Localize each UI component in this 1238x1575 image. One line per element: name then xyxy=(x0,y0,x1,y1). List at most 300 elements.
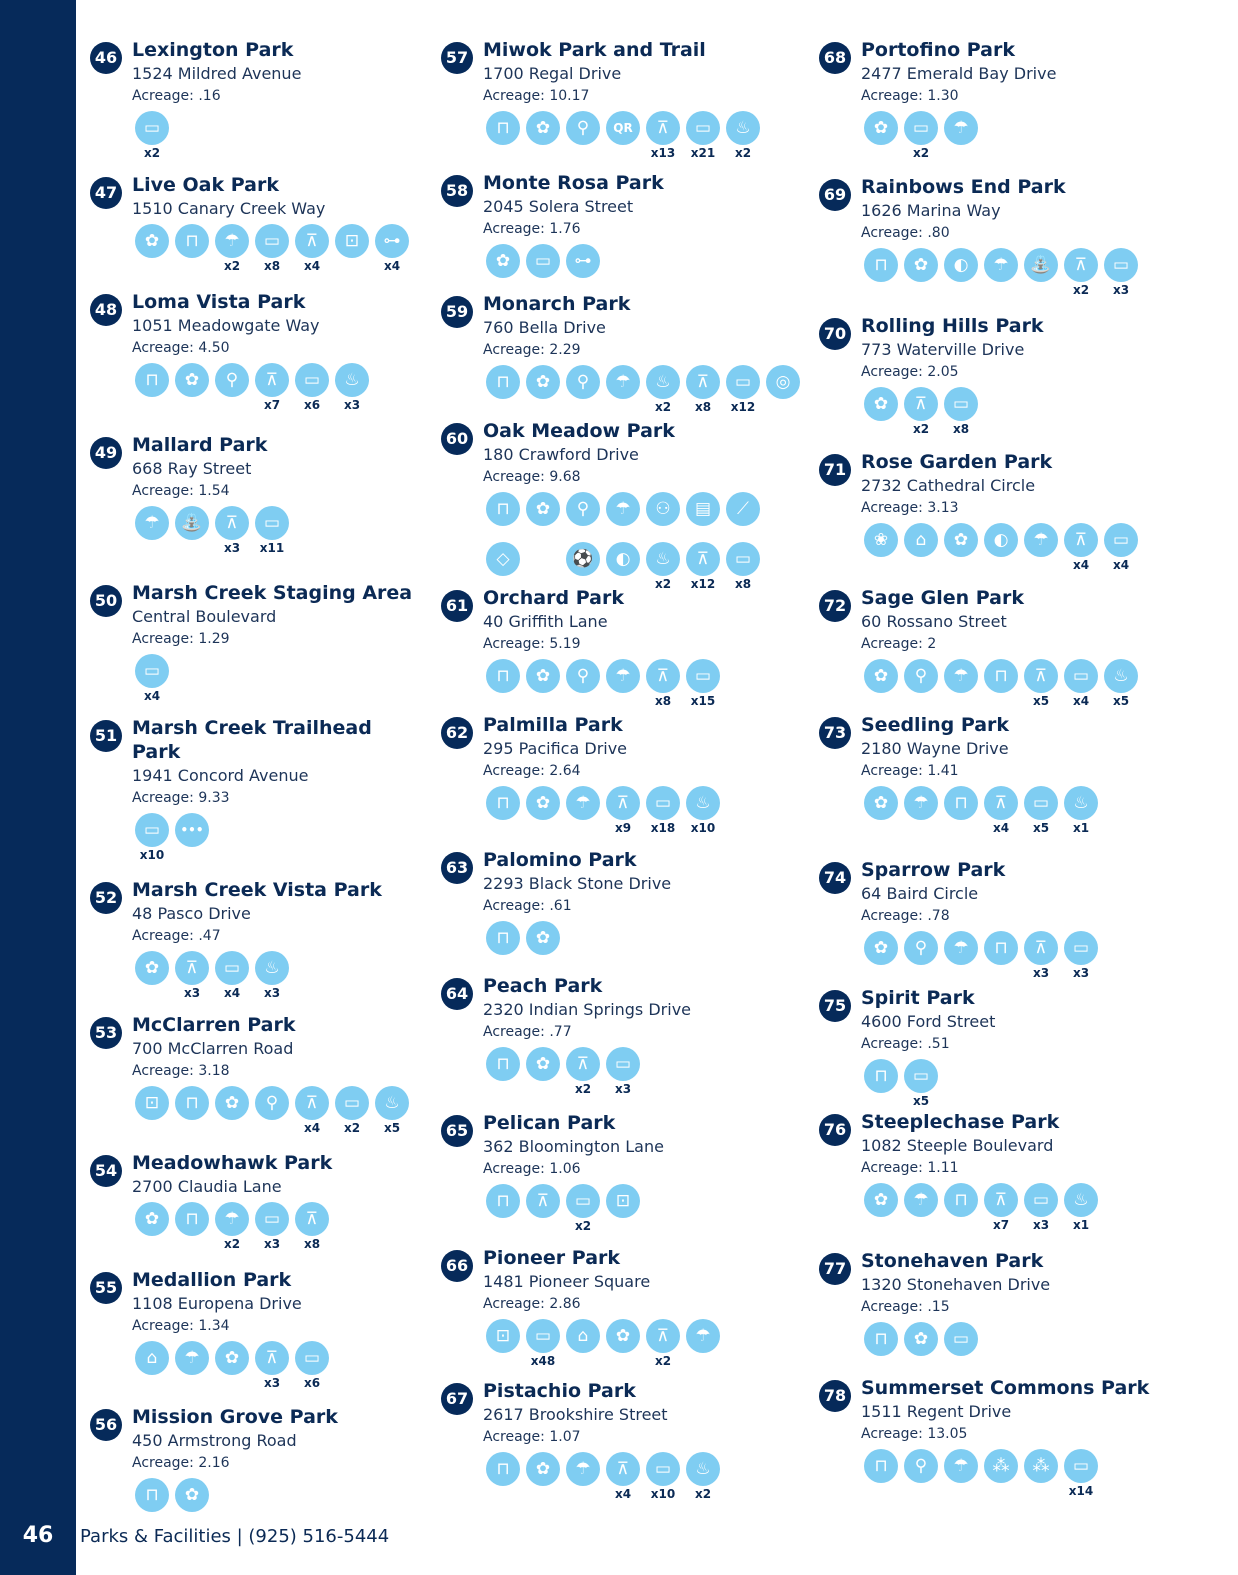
bbq-icon: ♨ xyxy=(1064,786,1098,820)
bicycle-icon: ⚲ xyxy=(566,365,600,399)
amenity xyxy=(523,542,563,592)
grapes-icon: ⁂ xyxy=(984,1449,1018,1483)
amenity xyxy=(723,542,763,592)
amenity xyxy=(941,387,981,437)
park-acreage: Acreage: .16 xyxy=(132,88,221,104)
park-info xyxy=(132,878,452,1001)
park-acreage: Acreage: .80 xyxy=(861,225,950,241)
park-name: Live Oak Park xyxy=(132,174,279,196)
park-info xyxy=(861,175,1181,298)
amenity xyxy=(603,1184,643,1234)
umbrella-icon: ☂ xyxy=(215,224,249,258)
amenity xyxy=(643,786,683,836)
amenity xyxy=(212,506,252,556)
amenity xyxy=(1021,786,1061,836)
park-info xyxy=(132,1013,452,1136)
bench-icon: ▭ xyxy=(944,387,978,421)
bbq-icon: ♨ xyxy=(1104,659,1138,693)
amenity-icons xyxy=(483,111,803,161)
park-address: 1481 Pioneer Square xyxy=(483,1272,651,1291)
park-info xyxy=(861,450,1181,573)
amenity xyxy=(981,523,1021,573)
bench-icon: ▭ xyxy=(904,111,938,145)
park-number-badge: 62 xyxy=(441,717,473,749)
amenity-icons xyxy=(132,111,452,161)
park-info xyxy=(483,713,803,836)
amenity-count: x8 xyxy=(263,259,281,273)
amenity xyxy=(763,365,803,415)
amenity xyxy=(1061,1449,1101,1499)
park-name: Sage Glen Park xyxy=(861,587,1024,609)
park-acreage: Acreage: 9.68 xyxy=(483,469,581,485)
amenity xyxy=(861,931,901,981)
grass-icon: ✿ xyxy=(135,224,169,258)
playground-icon: ⊓ xyxy=(486,1184,520,1218)
amenity xyxy=(603,1047,643,1097)
picnic-icon: ⊼ xyxy=(255,363,289,397)
park-acreage: Acreage: 1.06 xyxy=(483,1161,581,1177)
grass-icon: ✿ xyxy=(526,1047,560,1081)
park-info xyxy=(861,1249,1181,1372)
amenity xyxy=(861,1449,901,1499)
amenity xyxy=(1061,523,1101,573)
bbq-icon: ♨ xyxy=(686,1452,720,1486)
amenity-count: x8 xyxy=(303,1237,321,1251)
bbq-icon: ♨ xyxy=(646,542,680,576)
park-acreage: Acreage: .77 xyxy=(483,1024,572,1040)
amenity xyxy=(483,542,523,592)
amenity xyxy=(1021,931,1061,981)
bbq-icon: ♨ xyxy=(686,786,720,820)
park-name: Monte Rosa Park xyxy=(483,172,664,194)
park-number-badge: 55 xyxy=(90,1272,122,1304)
bicycle-icon: ⚲ xyxy=(255,1086,289,1120)
park-info xyxy=(861,986,1181,1109)
grass-icon: ✿ xyxy=(864,387,898,421)
playground-icon: ⊓ xyxy=(135,1478,169,1512)
park-name: Pioneer Park xyxy=(483,1247,621,1269)
amenity-count: x3 xyxy=(223,541,241,555)
park-acreage: Acreage: 1.11 xyxy=(861,1160,959,1176)
amenity xyxy=(212,1086,252,1136)
amenity-count: x3 xyxy=(263,1376,281,1390)
amenity xyxy=(172,1478,212,1528)
amenity xyxy=(723,492,763,542)
amenity xyxy=(643,1319,683,1369)
umbrella-icon: ☂ xyxy=(944,1449,978,1483)
park-address: 1700 Regal Drive xyxy=(483,64,622,83)
park-address: 64 Baird Circle xyxy=(861,884,979,903)
bicycle-icon: ⚲ xyxy=(566,111,600,145)
amenity xyxy=(941,931,981,981)
fountain-icon: ⛲ xyxy=(175,506,209,540)
umbrella-icon: ☂ xyxy=(944,659,978,693)
umbrella-icon: ☂ xyxy=(944,931,978,965)
park-number-badge: 60 xyxy=(441,423,473,455)
grass-icon: ✿ xyxy=(175,1478,209,1512)
park-name: Marsh Creek Staging Area xyxy=(132,582,413,604)
amenity xyxy=(563,1047,603,1097)
amenity xyxy=(523,659,563,709)
amenity-count: x1 xyxy=(1072,1218,1090,1232)
amenity-count: x7 xyxy=(263,398,281,412)
park-number-badge: 53 xyxy=(90,1017,122,1049)
amenity xyxy=(523,244,563,294)
amenity xyxy=(523,492,563,542)
park-name: Marsh Creek Vista Park xyxy=(132,879,382,901)
park-info xyxy=(483,586,803,709)
amenity xyxy=(132,111,172,161)
park-name: Lexington Park xyxy=(132,39,294,61)
park-number-badge: 51 xyxy=(90,720,122,752)
bench-icon: ▭ xyxy=(726,542,760,576)
amenity-count: x2 xyxy=(1072,283,1090,297)
park-address: 2320 Indian Springs Drive xyxy=(483,1000,692,1019)
amenity xyxy=(483,659,523,709)
basketball-icon: ⊡ xyxy=(606,1184,640,1218)
amenity xyxy=(483,786,523,836)
park-info xyxy=(861,858,1181,981)
amenity-count: x4 xyxy=(303,259,321,273)
park-number-badge: 59 xyxy=(441,296,473,328)
amenity xyxy=(861,659,901,709)
grapes-icon: ⁂ xyxy=(1024,1449,1058,1483)
picnic-icon: ⊼ xyxy=(526,1184,560,1218)
umbrella-icon: ☂ xyxy=(566,1452,600,1486)
grass-icon: ✿ xyxy=(526,365,560,399)
pavilion-icon: ⌂ xyxy=(904,523,938,557)
park-acreage: Acreage: 2.16 xyxy=(132,1455,230,1471)
picnic-icon: ⊼ xyxy=(255,1341,289,1375)
palette-icon: ◐ xyxy=(944,248,978,282)
park-address: 1524 Mildred Avenue xyxy=(132,64,302,83)
amenity xyxy=(172,224,212,274)
bench-icon: ▭ xyxy=(135,813,169,847)
park-acreage: Acreage: 2 xyxy=(861,636,937,652)
grass-icon: ✿ xyxy=(486,244,520,278)
grass-icon: ✿ xyxy=(864,931,898,965)
park-address: 760 Bella Drive xyxy=(483,318,606,337)
amenity-count: x6 xyxy=(303,398,321,412)
amenity xyxy=(901,387,941,437)
exercise-icon: ⊶ xyxy=(375,224,409,258)
amenity xyxy=(683,1452,723,1502)
park-number-badge: 54 xyxy=(90,1155,122,1187)
playground-icon: ⊓ xyxy=(984,659,1018,693)
pavilion-icon: ⌂ xyxy=(135,1341,169,1375)
grass-icon: ✿ xyxy=(526,786,560,820)
amenity xyxy=(372,224,412,274)
park-name: Peach Park xyxy=(483,975,603,997)
park-number-badge: 69 xyxy=(819,179,851,211)
amenity-count: x2 xyxy=(734,146,752,160)
park-number-badge: 70 xyxy=(819,318,851,350)
amenity xyxy=(643,659,683,709)
grass-icon: ✿ xyxy=(526,492,560,526)
amenity xyxy=(523,365,563,415)
bench-icon: ▭ xyxy=(295,1341,329,1375)
park-info xyxy=(132,581,452,704)
amenity xyxy=(563,1452,603,1502)
amenity-icons xyxy=(483,659,803,709)
amenity-count: x3 xyxy=(1112,283,1130,297)
amenity xyxy=(132,363,172,413)
amenity xyxy=(603,659,643,709)
amenity xyxy=(523,1184,563,1234)
park-name: Meadowhawk Park xyxy=(132,1152,333,1174)
amenity xyxy=(252,1341,292,1391)
amenity-count: x4 xyxy=(223,986,241,1000)
amenity xyxy=(1061,1183,1101,1233)
playground-icon: ⊓ xyxy=(864,1449,898,1483)
bat-icon: ⟋ xyxy=(726,492,760,526)
playground-icon: ⊓ xyxy=(486,921,520,955)
park-name-continued: Park xyxy=(132,741,181,763)
playground-icon: ⊓ xyxy=(864,1059,898,1093)
amenity xyxy=(563,659,603,709)
bench-icon: ▭ xyxy=(1064,931,1098,965)
amenity xyxy=(372,1086,412,1136)
amenity xyxy=(981,1183,1021,1233)
grass-icon: ✿ xyxy=(864,786,898,820)
park-info xyxy=(861,314,1181,437)
park-name: Palomino Park xyxy=(483,849,637,871)
picnic-icon: ⊼ xyxy=(1064,523,1098,557)
exercise-icon: ⊶ xyxy=(566,244,600,278)
amenity xyxy=(683,1319,723,1369)
amenity-icons xyxy=(861,659,1181,709)
picnic-icon: ⊼ xyxy=(686,542,720,576)
amenity xyxy=(292,363,332,413)
amenity-count: x3 xyxy=(1032,1218,1050,1232)
park-number-badge: 67 xyxy=(441,1383,473,1415)
empty-slot xyxy=(526,542,560,576)
amenity xyxy=(132,813,172,863)
amenity xyxy=(483,1047,523,1097)
park-name: Medallion Park xyxy=(132,1269,292,1291)
amenity xyxy=(132,654,172,704)
clipboard-icon: ▤ xyxy=(686,492,720,526)
amenity xyxy=(252,1086,292,1136)
amenity xyxy=(172,1202,212,1252)
park-address: 2180 Wayne Drive xyxy=(861,739,1009,758)
amenity-count: x12 xyxy=(730,400,756,414)
amenity-count: x4 xyxy=(1072,558,1090,572)
amenity xyxy=(563,786,603,836)
amenity-count: x9 xyxy=(614,821,632,835)
park-name: Rolling Hills Park xyxy=(861,315,1044,337)
amenity xyxy=(563,492,603,542)
amenity xyxy=(723,111,763,161)
park-acreage: Acreage: 13.05 xyxy=(861,1426,968,1442)
ball-icon: ◎ xyxy=(766,365,800,399)
amenity-icons xyxy=(132,1202,452,1252)
park-address: 450 Armstrong Road xyxy=(132,1431,297,1450)
amenity xyxy=(332,363,372,413)
amenity xyxy=(941,1322,981,1372)
umbrella-icon: ☂ xyxy=(606,659,640,693)
rose-icon: ❀ xyxy=(864,523,898,557)
bench-icon: ▭ xyxy=(135,654,169,688)
park-number-badge: 72 xyxy=(819,590,851,622)
park-address: 2045 Solera Street xyxy=(483,197,634,216)
amenity xyxy=(212,1202,252,1252)
picnic-icon: ⊼ xyxy=(1024,931,1058,965)
amenity xyxy=(861,111,901,161)
amenity xyxy=(981,1449,1021,1499)
amenity xyxy=(483,921,523,971)
amenity xyxy=(643,542,683,592)
amenity-count: x2 xyxy=(343,1121,361,1135)
amenity xyxy=(901,1059,941,1109)
amenity-count: x4 xyxy=(143,689,161,703)
park-name: Mission Grove Park xyxy=(132,1406,338,1428)
amenity-count: x5 xyxy=(1112,694,1130,708)
bench-icon: ▭ xyxy=(686,659,720,693)
amenity xyxy=(643,492,683,542)
amenity xyxy=(901,523,941,573)
umbrella-icon: ☂ xyxy=(904,1183,938,1217)
amenity-count: x2 xyxy=(223,259,241,273)
amenity xyxy=(603,492,643,542)
park-info xyxy=(483,171,803,294)
amenity xyxy=(941,111,981,161)
amenity-count: x10 xyxy=(139,848,165,862)
bench-icon: ▭ xyxy=(606,1047,640,1081)
park-address: 1941 Concord Avenue xyxy=(132,766,309,785)
grass-icon: ✿ xyxy=(526,111,560,145)
park-name: Loma Vista Park xyxy=(132,291,306,313)
playground-icon: ⊓ xyxy=(486,111,520,145)
amenity xyxy=(1021,659,1061,709)
amenity-count: x7 xyxy=(992,1218,1010,1232)
amenity xyxy=(603,1452,643,1502)
amenity xyxy=(563,365,603,415)
palette-icon: ◐ xyxy=(984,523,1018,557)
amenity xyxy=(643,1452,683,1502)
playground-icon: ⊓ xyxy=(864,248,898,282)
bench-icon: ▭ xyxy=(335,1086,369,1120)
park-number-badge: 73 xyxy=(819,717,851,749)
park-info xyxy=(483,1111,803,1234)
park-name: Sparrow Park xyxy=(861,859,1006,881)
amenity xyxy=(483,365,523,415)
amenity xyxy=(523,1452,563,1502)
playground-icon: ⊓ xyxy=(486,365,520,399)
bench-icon: ▭ xyxy=(135,111,169,145)
soccer-icon: ⚽ xyxy=(566,542,600,576)
park-address: 2700 Claudia Lane xyxy=(132,1177,282,1196)
park-acreage: Acreage: 1.29 xyxy=(132,631,230,647)
park-name: Seedling Park xyxy=(861,714,1010,736)
playground-icon: ⊓ xyxy=(486,1452,520,1486)
park-acreage: Acreage: 9.33 xyxy=(132,790,230,806)
park-acreage: Acreage: 3.18 xyxy=(132,1063,230,1079)
park-acreage: Acreage: 2.86 xyxy=(483,1296,581,1312)
amenity-icons xyxy=(483,1184,803,1234)
amenity xyxy=(172,506,212,556)
amenity-count: x15 xyxy=(690,694,716,708)
amenity-icons xyxy=(132,506,452,556)
amenity xyxy=(252,1202,292,1252)
amenity-icons xyxy=(861,111,1181,161)
park-number-badge: 46 xyxy=(90,42,122,74)
amenity-icons xyxy=(483,1319,803,1369)
bench-icon: ▭ xyxy=(726,365,760,399)
amenity xyxy=(132,1086,172,1136)
amenity-icons xyxy=(483,1047,803,1097)
amenity xyxy=(901,248,941,298)
bbq-icon: ♨ xyxy=(335,363,369,397)
park-address: 2617 Brookshire Street xyxy=(483,1405,668,1424)
amenity xyxy=(1061,931,1101,981)
basketball-icon: ⊡ xyxy=(486,1319,520,1353)
umbrella-icon: ☂ xyxy=(944,111,978,145)
picnic-icon: ⊼ xyxy=(295,224,329,258)
amenity xyxy=(941,659,981,709)
park-info xyxy=(132,1405,452,1528)
picnic-icon: ⊼ xyxy=(1064,248,1098,282)
bbq-icon: ♨ xyxy=(646,365,680,399)
umbrella-icon: ☂ xyxy=(904,786,938,820)
picnic-icon: ⊼ xyxy=(646,111,680,145)
amenity xyxy=(332,1086,372,1136)
restroom-icon: ⚇ xyxy=(646,492,680,526)
grass-icon: ✿ xyxy=(526,921,560,955)
amenity xyxy=(683,786,723,836)
amenity-count: x2 xyxy=(694,1487,712,1501)
park-acreage: Acreage: 10.17 xyxy=(483,88,590,104)
park-name: Marsh Creek Trailhead xyxy=(132,717,372,739)
grass-icon: ✿ xyxy=(215,1341,249,1375)
bench-icon: ▭ xyxy=(526,244,560,278)
playground-icon: ⊓ xyxy=(944,1183,978,1217)
amenity xyxy=(563,244,603,294)
amenity-icons xyxy=(483,365,803,415)
amenity-count: x8 xyxy=(952,422,970,436)
bench-icon: ▭ xyxy=(215,951,249,985)
amenity xyxy=(981,931,1021,981)
bench-icon: ▭ xyxy=(646,1452,680,1486)
park-acreage: Acreage: .61 xyxy=(483,898,572,914)
playground-icon: ⊓ xyxy=(175,224,209,258)
park-number-badge: 65 xyxy=(441,1115,473,1147)
amenity-count: x5 xyxy=(383,1121,401,1135)
amenity xyxy=(563,1319,603,1369)
park-info xyxy=(861,1110,1181,1233)
bench-icon: ▭ xyxy=(566,1184,600,1218)
amenity-icons xyxy=(861,387,1181,437)
park-address: 668 Ray Street xyxy=(132,459,252,478)
amenity-count: x2 xyxy=(654,577,672,591)
park-acreage: Acreage: 2.64 xyxy=(483,763,581,779)
bench-icon: ▭ xyxy=(1064,659,1098,693)
amenity xyxy=(252,506,292,556)
amenity xyxy=(683,365,723,415)
amenity xyxy=(861,1059,901,1109)
palette-icon: ◐ xyxy=(606,542,640,576)
amenity-count: x18 xyxy=(650,821,676,835)
amenity xyxy=(683,492,723,542)
amenity xyxy=(603,1319,643,1369)
amenity-count: x4 xyxy=(303,1121,321,1135)
park-acreage: Acreage: 2.29 xyxy=(483,342,581,358)
amenity-count: x5 xyxy=(912,1094,930,1108)
park-name: Palmilla Park xyxy=(483,714,623,736)
park-address: 48 Pasco Drive xyxy=(132,904,251,923)
bench-icon: ▭ xyxy=(255,1202,289,1236)
park-address: 2477 Emerald Bay Drive xyxy=(861,64,1057,83)
